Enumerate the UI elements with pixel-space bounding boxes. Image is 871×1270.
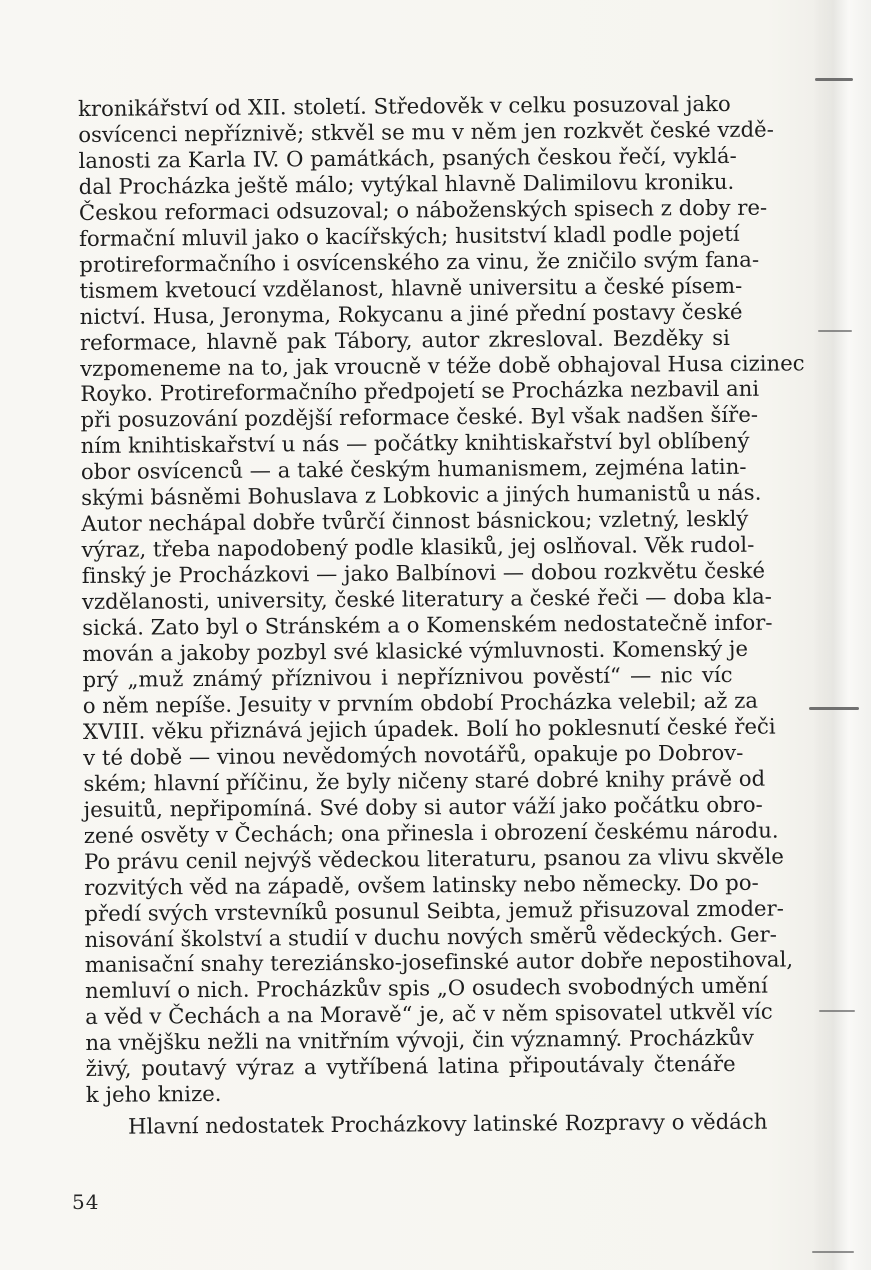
page-spine-shadow [813, 0, 871, 1270]
text-line: při posuzování pozdější reformace české. Byl však nadšen šíře- [80, 402, 759, 433]
binding-thread-mark [819, 1010, 855, 1012]
text-line: kronikářství od XII. století. Středověk v celku posuzoval jako [78, 90, 731, 121]
text-line: v té době — vinou nevědomých novotářů, opakuje po Dobrov- [83, 739, 744, 770]
text-line: výraz, třeba napodobený podle klasiků, jej oslňoval. Věk rudol- [81, 531, 755, 563]
page-number: 54 [72, 1190, 100, 1214]
text-line: nemluví o nich. Procházkův spis „O osudech svobodných umění [84, 973, 768, 1004]
text-line: vzpomeneme na to, jak vroucně v téže době obhajoval Husa cizinec [80, 349, 805, 381]
paragraph-end-line: k jeho knize. [85, 1081, 222, 1108]
text-line: prý „muž známý příznivou i nepříznivou pověstí“ — nic víc [82, 661, 733, 692]
binding-thread-mark [815, 78, 853, 81]
paragraph-start-line: Hlavní nedostatek Procházkovy latinské Rozpravy o vědách [127, 1108, 768, 1139]
text-line: osvícenci nepříznivě; stkvěl se mu v něm jen rozkvět české vzdě- [78, 116, 774, 147]
text-line: XVIII. věku přiznává jejich úpadek. Bolí ho poklesnutí české řeči [82, 713, 776, 744]
text-line: Royko. Protireformačního předpojetí se Procházka nezbavil ani [80, 376, 760, 407]
binding-thread-mark [812, 1251, 854, 1253]
main-text-body [78, 90, 805, 1140]
binding-thread-mark [818, 330, 852, 332]
text-line: na vnějšku nežli na vnitřním vývoji, čin významný. Procházkův [85, 1025, 755, 1056]
text-line: nictví. Husa, Jeronyma, Rokycanu a jiné přední postavy české [79, 298, 743, 329]
text-line: ním knihtiskařství u nás — počátky knihtiskařství byl oblíbený [80, 428, 750, 459]
text-line: finský je Procházkovi — jako Balbínovi — dobou rozkvětu české [81, 557, 766, 589]
text-line: předí svých vrstevníků posunul Seibta, jemuž přisuzoval zmoder- [84, 895, 784, 926]
text-line: dal Procházka ještě málo; vytýkal hlavně Dalimilovu kroniku. [78, 168, 735, 199]
text-line: skými básněmi Bohuslava z Lobkovic a jiných humanistů u nás. [81, 479, 762, 511]
text-line: zené osvěty v Čechách; ona přinesla i obrození českému národu. [83, 817, 779, 848]
text-line: nisování školství a studií v duchu nových směrů vědeckých. Ger- [84, 921, 777, 952]
text-line: ském; hlavní příčinu, že byly ničeny staré dobré knihy právě od [83, 765, 766, 796]
text-line: rozvitých věd na západě, ovšem latinsky nebo německy. Do po- [84, 869, 759, 900]
text-line: formační mluvil jako o kacířských; husitství kladl podle pojetí [79, 220, 740, 251]
text-line: vzdělanosti, university, české literatury a české řeči — doba kla- [81, 583, 773, 615]
text-line: reformace, hlavně pak Tábory, autor zkresloval. Bezděky si [79, 324, 731, 355]
text-line: sická. Zato byl o Stránském a o Komenském nedostatečně infor- [82, 609, 773, 641]
text-line: tismem kvetoucí vzdělanost, hlavně universitu a české písem- [79, 272, 743, 303]
text-line: Po právu cenil nejvýš vědeckou literaturu, psanou za vlivu skvěle [83, 843, 784, 874]
text-line: mován a jakoby pozbyl své klasické výmluvnosti. Komenský je [82, 635, 749, 666]
text-line: o něm nepíše. Jesuity v prvním období Procházka velebil; až za [82, 687, 759, 718]
text-line: jesuitů, nepřipomíná. Své doby si autor váží jako počátku obro- [83, 791, 763, 822]
text-line: protireformačního i osvícenského za vinu, že zničilo svým fana- [79, 246, 760, 277]
text-line: manisační snahy tereziánsko-josefinské autor dobře nepostihoval, [84, 946, 794, 978]
text-line: živý, poutavý výraz a vytříbená latina připoutávaly čtenáře [85, 1051, 736, 1082]
text-line: Autor nechápal dobře tvůrčí činnost básnickou; vzletný, lesklý [81, 505, 749, 537]
text-line: lanosti za Karla IV. O památkách, psaných českou řečí, vyklá- [78, 142, 737, 173]
text-line: a věd v Čechách a na Moravě“ je, ač v něm spisovatel utkvěl víc [85, 998, 773, 1030]
text-line: Českou reformaci odsuzoval; o náboženských spisech z doby re- [78, 194, 768, 225]
binding-thread-mark [809, 707, 859, 710]
text-line: obor osvícenců — a také českým humanismem, zejména latin- [80, 454, 747, 485]
